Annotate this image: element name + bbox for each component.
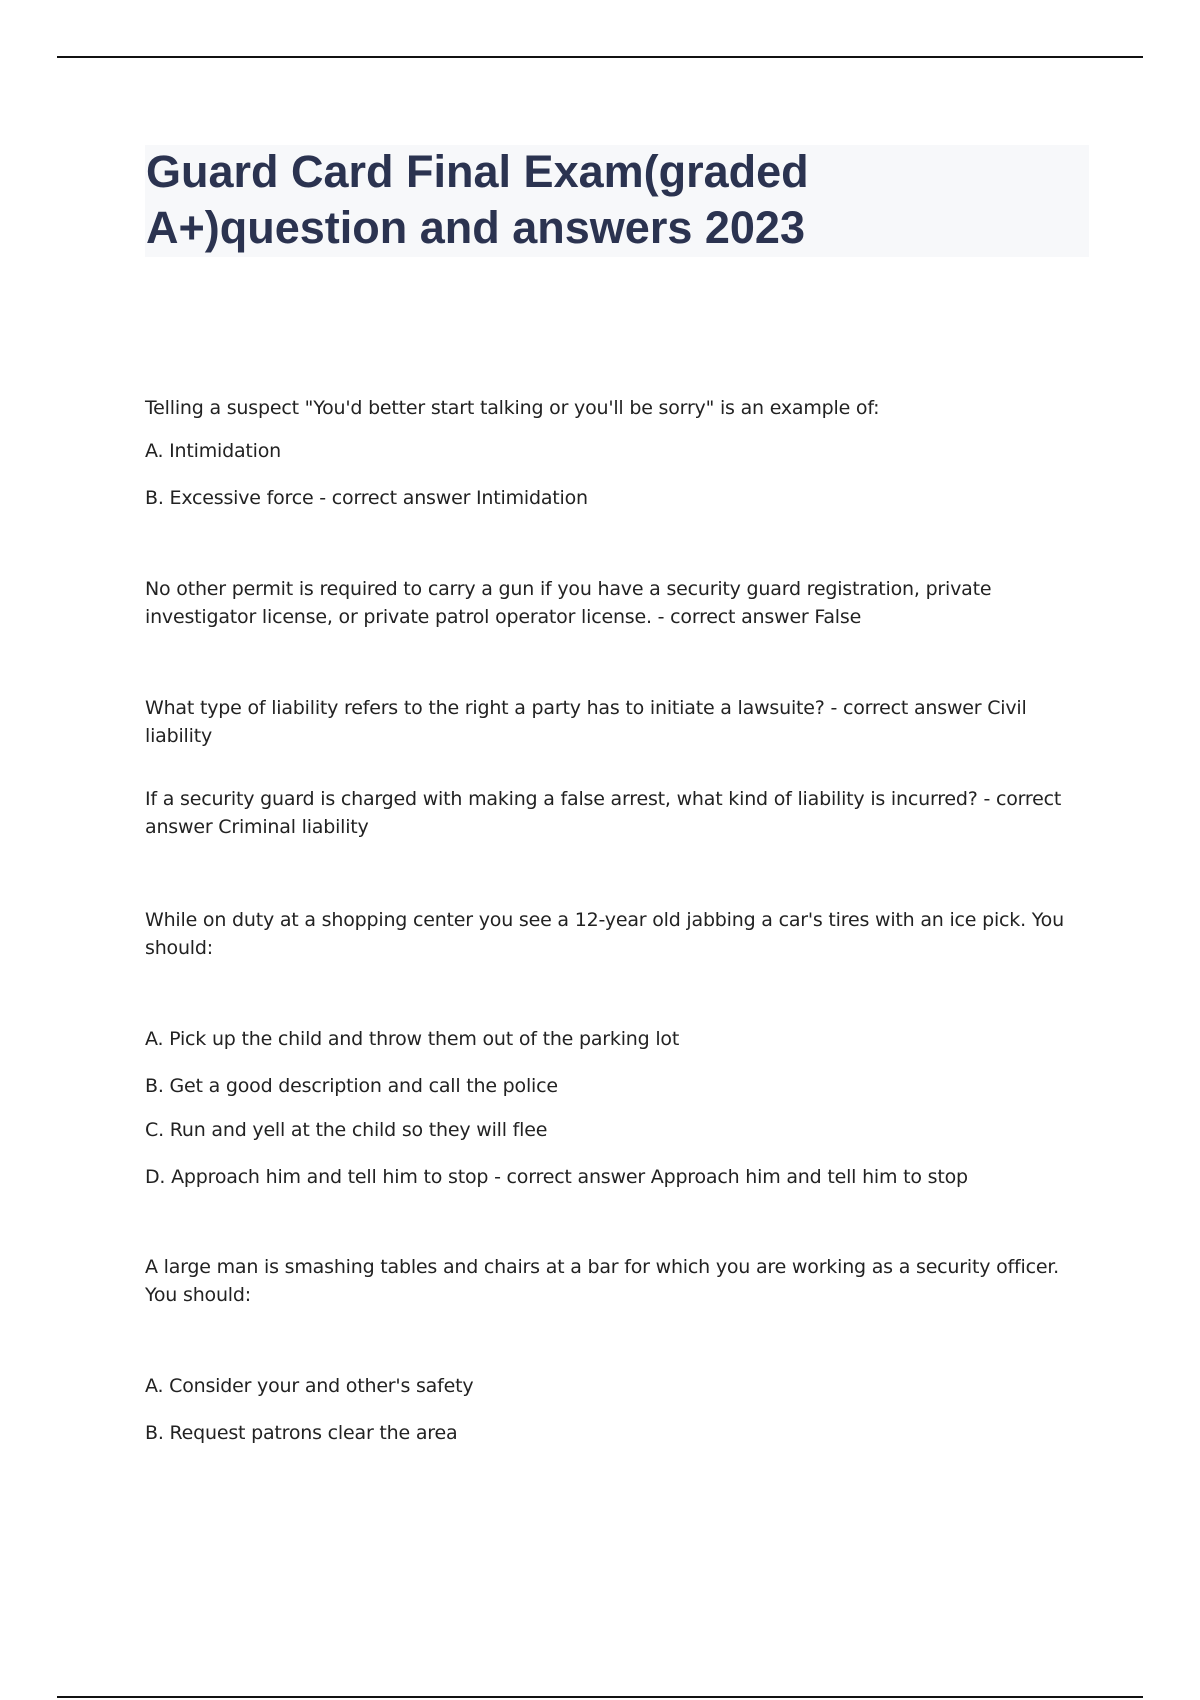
question-5-text: While on duty at a shopping center you see a 12-year old jabbing a car's tires with an ice pick. You should:	[145, 909, 1064, 959]
question-6-option-a: A. Consider your and other's safety	[145, 1375, 474, 1397]
question-2-text: No other permit is required to carry a gun if you have a security guard registration, private investigator license, or private patrol operator license. - correct answer False	[145, 578, 992, 628]
document-title: Guard Card Final Exam(graded A+)question and answers 2023	[146, 146, 809, 253]
question-4-text: If a security guard is charged with making a false arrest, what kind of liability is incurred? - correct answer Criminal liability	[145, 788, 1062, 838]
question-5-option-a: A. Pick up the child and throw them out of the parking lot	[145, 1028, 680, 1050]
question-5-option-b: B. Get a good description and call the police	[145, 1075, 558, 1097]
bottom-rule	[57, 1696, 1143, 1698]
question-3-text: What type of liability refers to the right a party has to initiate a lawsuite? - correct answer Civil liability	[145, 697, 1027, 747]
question-1-option-b-answer: B. Excessive force - correct answer Intimidation	[145, 487, 588, 509]
question-5-option-d-answer: D. Approach him and tell him to stop - correct answer Approach him and tell him to stop	[145, 1166, 968, 1188]
question-1-text: Telling a suspect "You'd better start talking or you'll be sorry" is an example of:	[145, 397, 880, 419]
top-rule	[57, 56, 1143, 58]
question-5-option-c: C. Run and yell at the child so they will flee	[145, 1119, 548, 1141]
question-1-option-a: A. Intimidation	[145, 440, 282, 462]
question-6-option-b: B. Request patrons clear the area	[145, 1422, 458, 1444]
question-6-text: A large man is smashing tables and chairs at a bar for which you are working as a security officer. You should:	[145, 1256, 1060, 1306]
